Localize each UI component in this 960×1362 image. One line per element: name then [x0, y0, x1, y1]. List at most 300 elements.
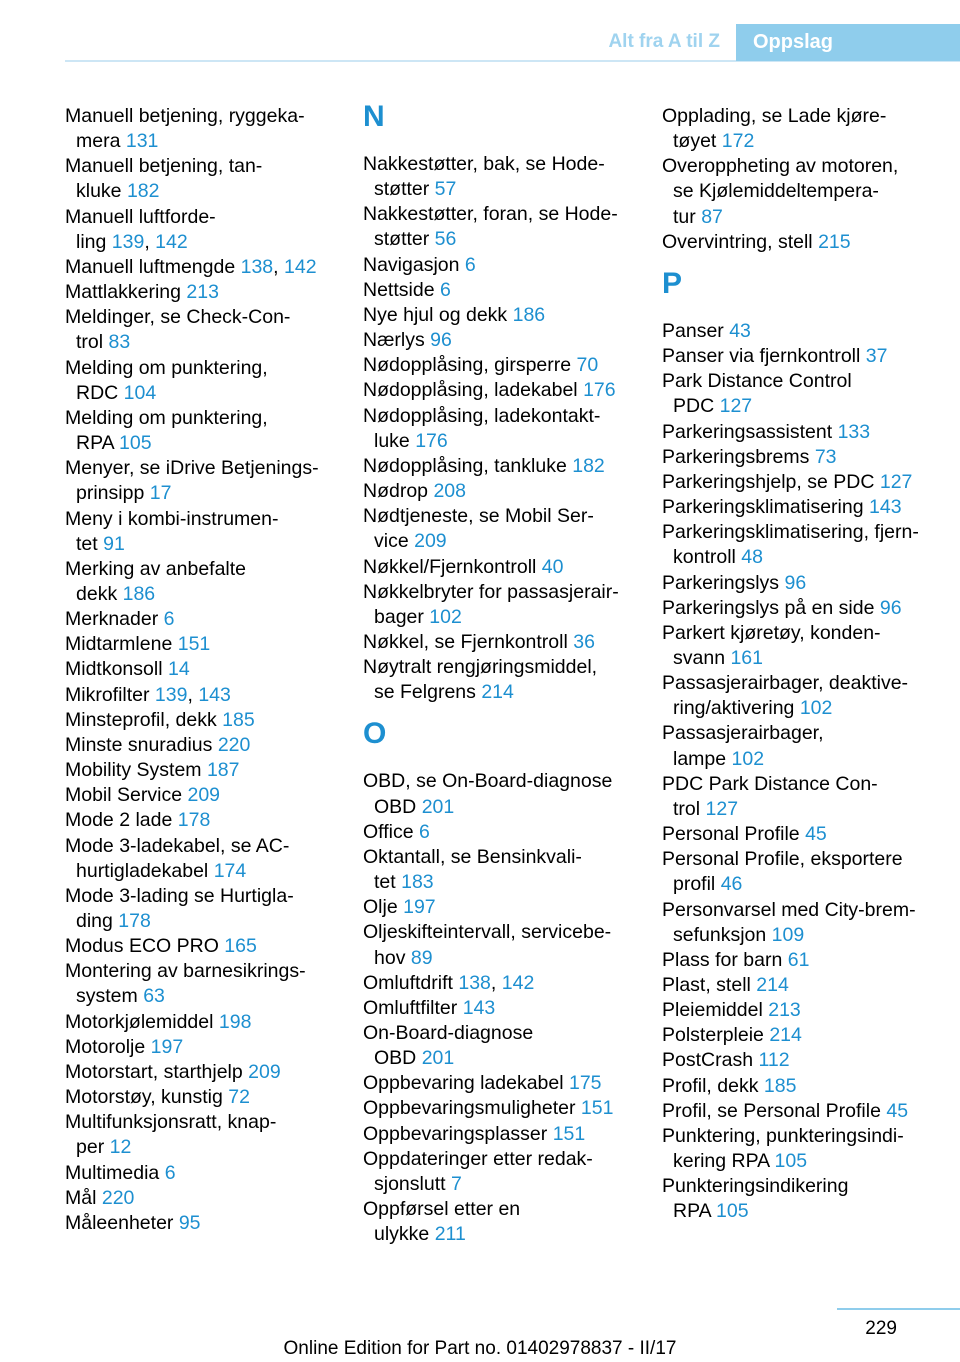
entry-text: tet: [374, 871, 402, 894]
page-link[interactable]: 143: [462, 996, 496, 1019]
page-link[interactable]: 178: [177, 809, 211, 832]
page-link[interactable]: 95: [178, 1211, 201, 1234]
index-entry: [662, 470, 960, 495]
page-link[interactable]: 142: [155, 230, 188, 253]
index-entry: [363, 278, 638, 303]
entry-text: Mikrofilter: [65, 683, 155, 706]
entry-text: On-Board-diagnose: [363, 1022, 534, 1044]
index-entry: [363, 404, 638, 454]
index-entry: [662, 230, 960, 255]
letter-heading: P: [662, 266, 683, 300]
page-link[interactable]: 109: [771, 923, 805, 946]
page-link[interactable]: 6: [164, 1161, 176, 1184]
entry-text: Oppbevaringsmuligheter: [363, 1097, 581, 1120]
letter-heading: N: [363, 100, 385, 133]
index-entry: [65, 758, 340, 783]
index-entry: [363, 202, 638, 252]
entry-text: OBD, se On-Board-diagnose: [363, 770, 613, 793]
index-entry: [65, 884, 340, 934]
entry-text: Punktering, punkteringsindi-: [662, 1124, 904, 1147]
entry-text: Multifunksjonsratt, knap-: [65, 1111, 277, 1134]
index-entry: [363, 253, 638, 278]
page-link[interactable]: 36: [573, 630, 595, 653]
index-entry: [65, 834, 340, 884]
page-link[interactable]: 175: [568, 1072, 602, 1095]
index-entry: [65, 1186, 340, 1211]
entry-text: Minsteprofil, dekk: [65, 708, 223, 731]
entry-text: Nærlys: [363, 329, 431, 352]
entry-text: Parkeringsklimatisering: [662, 496, 869, 519]
entry-text: Park Distance Control: [662, 370, 852, 393]
index-entry: [662, 898, 960, 948]
page-link[interactable]: 186: [512, 303, 546, 326]
entry-text: Meldinger, se Check-Con-: [65, 306, 291, 329]
entry-text: Mode 2 lade: [65, 809, 178, 832]
page-link[interactable]: 143: [869, 496, 902, 519]
index-entry: [363, 1147, 638, 1197]
page-link[interactable]: 6: [163, 608, 175, 631]
page-link[interactable]: 131: [125, 130, 159, 153]
entry-text: Nødopplåsing, ladekabel: [363, 379, 584, 402]
entry-text: Nødopplåsing, girsperre: [363, 354, 577, 377]
entry-text: kering RPA: [673, 1150, 775, 1173]
page-link[interactable]: 182: [572, 454, 605, 477]
entry-text: Nettside: [363, 278, 440, 301]
entry-text: Oljeskifteintervall, servicebe-: [363, 921, 612, 944]
index-entry: [65, 959, 340, 1009]
index-entry: [662, 154, 960, 229]
page-link[interactable]: 209: [414, 530, 447, 553]
page-link[interactable]: 208: [433, 480, 466, 503]
entry-text: Oppdateringer etter redak-: [363, 1147, 593, 1170]
index-entry: [363, 996, 638, 1021]
index-entry: [363, 769, 638, 819]
page-link[interactable]: 105: [119, 432, 152, 455]
entry-text: mera: [76, 130, 126, 153]
entry-text: Nye hjul og dekk: [363, 303, 513, 326]
index-entry: [662, 520, 960, 570]
index-entry: [65, 934, 340, 959]
page-link[interactable]: 45: [805, 823, 827, 846]
page-link[interactable]: 178: [118, 910, 151, 932]
entry-text: Manuell luftmengde: [65, 255, 241, 278]
page-link[interactable]: 151: [580, 1097, 614, 1120]
entry-text: Mål: [65, 1186, 102, 1209]
page-link[interactable]: 214: [481, 681, 514, 704]
index-entry: [65, 1060, 340, 1085]
page-link[interactable]: 214: [756, 974, 789, 996]
page-link[interactable]: 127: [879, 470, 913, 493]
index-entry: [363, 378, 638, 403]
index-entry: [65, 557, 340, 607]
index-entry: [662, 571, 960, 596]
index-entry: [662, 596, 960, 621]
index-entry: [65, 607, 340, 632]
page-link[interactable]: 56: [434, 228, 457, 251]
entry-text: Motorstøy, kunstig: [65, 1086, 229, 1109]
page-link[interactable]: 142: [284, 255, 317, 278]
page-link[interactable]: 213: [186, 281, 219, 304]
entry-text: Plass for barn: [662, 948, 788, 971]
index-entry: [662, 369, 960, 419]
entry-text: kontroll: [673, 546, 742, 569]
index-entry: [662, 621, 960, 671]
entry-text: Mattlakkering: [65, 281, 187, 304]
entry-text: Parkeringsklimatisering, fjern-: [662, 521, 919, 544]
entry-text: Overvintring, stell: [662, 230, 819, 253]
page-link[interactable]: 201: [421, 795, 455, 818]
index-entry: [662, 1099, 960, 1124]
index-entry: [65, 255, 340, 280]
index-entry: [363, 920, 638, 970]
index-column-2: [363, 100, 638, 1247]
index-entry: [662, 495, 960, 520]
page-link[interactable]: 138: [240, 255, 274, 278]
index-entry: [662, 772, 960, 822]
index-entry: [363, 303, 638, 328]
entry-text: dekk: [76, 582, 123, 605]
page-link[interactable]: 48: [741, 546, 763, 569]
entry-text: RDC: [76, 381, 124, 404]
entry-text: Multimedia: [65, 1161, 165, 1184]
page-link[interactable]: 213: [768, 999, 801, 1022]
page-link[interactable]: 6: [419, 820, 430, 843]
index-entry: [662, 1124, 960, 1174]
entry-text: Panser: [662, 319, 730, 342]
index-entry: [65, 356, 340, 406]
page-link[interactable]: 73: [814, 445, 837, 468]
entry-text: støtter: [374, 228, 435, 251]
index-entry: [662, 1048, 960, 1073]
page-link[interactable]: 63: [143, 985, 165, 1008]
entry-text: Mobility System: [65, 759, 207, 782]
page-link[interactable]: 7: [450, 1172, 462, 1195]
page-link[interactable]: 139: [154, 683, 188, 706]
index-entry: [65, 1010, 340, 1035]
page-link[interactable]: 127: [705, 797, 739, 820]
entry-text: OBD: [374, 1047, 422, 1070]
page-link[interactable]: 6: [464, 253, 476, 276]
index-entry: [65, 1161, 340, 1186]
page-link[interactable]: 14: [167, 658, 190, 681]
entry-text: Oppbevaringsplasser: [363, 1122, 553, 1145]
letter-heading: O: [363, 717, 387, 751]
index-entry: [363, 555, 638, 580]
page-link[interactable]: 102: [731, 747, 765, 770]
page-separator: ,: [490, 971, 502, 994]
entry-text: Manuell betjening, ryggeka-: [65, 105, 305, 127]
index-entry: [65, 783, 340, 808]
entry-text: profil: [673, 873, 721, 896]
index-entry: [662, 1074, 960, 1099]
page-link[interactable]: 187: [206, 759, 240, 782]
entry-text: Midtarmlene: [65, 633, 178, 656]
index-entry: [662, 1023, 960, 1048]
index-entry: [662, 847, 960, 897]
page-number: 229: [865, 1318, 897, 1339]
index-entry: [65, 808, 340, 833]
index-column-3: [662, 104, 960, 1225]
page-separator: ,: [187, 683, 199, 706]
entry-text: trol: [673, 797, 706, 820]
entry-text: RPA: [76, 432, 119, 455]
page-link[interactable]: 96: [879, 596, 902, 619]
index-column-1: [65, 104, 340, 1236]
entry-text: sjonslutt: [374, 1172, 451, 1195]
entry-text: Panser via fjernkontroll: [662, 345, 866, 368]
entry-text: Nødtjeneste, se Mobil Ser-: [363, 505, 594, 528]
index-entry: [65, 733, 340, 758]
entry-text: Meny i kombi-instrumen-: [65, 507, 279, 530]
entry-text: Plast, stell: [662, 974, 757, 996]
entry-text: OBD: [374, 795, 422, 818]
entry-text: svann: [673, 646, 731, 669]
page-link[interactable]: 45: [886, 1099, 909, 1122]
entry-text: Midtkonsoll: [65, 658, 168, 681]
index-entry: [363, 1071, 638, 1096]
entry-text: Pleiemiddel: [662, 999, 769, 1022]
page-link[interactable]: 89: [410, 946, 433, 969]
page-link[interactable]: 209: [248, 1060, 281, 1083]
index-entry: [363, 1096, 638, 1121]
entry-text: luke: [374, 429, 416, 452]
index-entry: [662, 948, 960, 973]
page-link[interactable]: 57: [434, 178, 457, 201]
page-link[interactable]: 102: [799, 697, 833, 720]
page-link[interactable]: 37: [865, 345, 888, 368]
entry-text: Nakkestøtter, bak, se Hode-: [363, 153, 605, 175]
page-link[interactable]: 87: [701, 205, 723, 228]
entry-text: prinsipp: [76, 482, 150, 505]
entry-text: Merking av anbefalte: [65, 557, 247, 580]
page-link[interactable]: 102: [429, 605, 462, 628]
index-entry: [662, 104, 960, 154]
page-link[interactable]: 198: [218, 1010, 252, 1033]
page-link[interactable]: 151: [552, 1122, 586, 1145]
index-entry: [65, 1110, 340, 1160]
index-entry: [65, 657, 340, 682]
entry-text: Omluftfilter: [363, 996, 463, 1019]
entry-text: RPA: [673, 1200, 716, 1223]
index-entry: [662, 319, 960, 344]
index-entry: [65, 205, 340, 255]
page-link[interactable]: 96: [784, 571, 807, 594]
page-link[interactable]: 138: [458, 971, 491, 994]
index-entry: [363, 895, 638, 920]
index-entry: [363, 845, 638, 895]
page-link[interactable]: 201: [421, 1047, 455, 1070]
entry-text: Nøytralt rengjøringsmiddel,: [363, 656, 598, 679]
index-entry: [363, 454, 638, 479]
page-link[interactable]: 220: [217, 733, 251, 756]
index-entry: [65, 280, 340, 305]
index-entry: [65, 1035, 340, 1060]
page-link[interactable]: 12: [109, 1136, 132, 1159]
index-entry: [65, 104, 340, 154]
entry-text: Menyer, se iDrive Betjenings-: [65, 457, 319, 480]
entry-text: Montering av barnesikrings-: [65, 960, 306, 983]
entry-text: Parkeringslys på en side: [662, 596, 880, 619]
entry-text: tøyet: [673, 130, 722, 153]
entry-text: hov: [374, 946, 411, 969]
index-entry: [65, 632, 340, 657]
index-entry: [65, 1085, 340, 1110]
entry-text: Parkert kjøretøy, konden-: [662, 621, 881, 644]
entry-text: Manuell betjening, tan-: [65, 155, 263, 178]
entry-text: PostCrash: [662, 1049, 759, 1072]
entry-text: Mobil Service: [65, 784, 188, 807]
page-link[interactable]: 96: [430, 329, 452, 352]
page-link[interactable]: 215: [818, 230, 851, 253]
index-entry: [662, 420, 960, 445]
entry-text: Nøkkel/Fjernkontroll: [363, 555, 542, 578]
entry-text: Oktantall, se Bensinkvali-: [363, 845, 582, 868]
page-link[interactable]: 43: [729, 319, 751, 342]
index-entry: [363, 820, 638, 845]
page-link[interactable]: 176: [415, 429, 448, 452]
index-entry: [65, 708, 340, 733]
page-link[interactable]: 105: [716, 1200, 749, 1223]
entry-text: tet: [76, 532, 104, 555]
entry-text: Nakkestøtter, foran, se Hode-: [363, 203, 618, 226]
entry-text: Oppbevaring ladekabel: [363, 1072, 569, 1095]
entry-text: Office: [363, 820, 419, 843]
page-separator: ,: [273, 255, 284, 278]
entry-text: støtter: [374, 178, 435, 201]
page-link[interactable]: 133: [837, 420, 871, 443]
entry-text: per: [76, 1136, 110, 1159]
entry-text: Personvarsel med City-brem-: [662, 898, 916, 921]
page-link[interactable]: 185: [763, 1074, 797, 1097]
entry-text: Parkeringsbrems: [662, 445, 815, 468]
page-link[interactable]: 17: [149, 482, 172, 505]
entry-text: Opplading, se Lade kjøre-: [662, 105, 887, 127]
page-link[interactable]: 182: [126, 180, 160, 203]
index-entry: [662, 998, 960, 1023]
index-entry: [65, 154, 340, 204]
page-link[interactable]: 209: [187, 784, 221, 807]
page-link[interactable]: 186: [122, 582, 156, 605]
page-link[interactable]: 165: [224, 935, 257, 958]
entry-text: Personal Profile, eksportere: [662, 848, 903, 871]
page-link[interactable]: 104: [123, 381, 157, 404]
entry-text: Parkeringsassistent: [662, 420, 838, 443]
index-entry: [65, 406, 340, 456]
entry-text: ring/aktivering: [673, 697, 800, 720]
index-entry: [363, 504, 638, 554]
entry-text: sefunksjon: [673, 923, 772, 946]
entry-text: Nødrop: [363, 480, 434, 503]
page-link[interactable]: 151: [177, 633, 211, 656]
page-link[interactable]: 197: [403, 896, 436, 919]
page-link[interactable]: 112: [758, 1049, 790, 1072]
index-entry: [363, 1021, 638, 1071]
page-link[interactable]: 143: [198, 683, 231, 706]
index-entry: [363, 655, 638, 705]
index-entry: [363, 353, 638, 378]
entry-text: Passasjerairbager,: [662, 722, 824, 745]
index-entry: [363, 580, 638, 630]
page-link[interactable]: 40: [541, 555, 564, 578]
entry-text: se Kjølemiddeltempera-: [673, 180, 879, 203]
entry-text: kluke: [76, 180, 127, 203]
page-link[interactable]: 105: [774, 1150, 808, 1173]
page-link[interactable]: 161: [730, 646, 763, 669]
edition-footer: Online Edition for Part no. 01402978837 - II/17: [283, 1338, 677, 1359]
page-link[interactable]: 46: [720, 873, 743, 896]
page-link[interactable]: 70: [576, 354, 599, 377]
page-link[interactable]: 214: [769, 1024, 802, 1047]
entry-text: Måleenheter: [65, 1211, 179, 1234]
page-link[interactable]: 6: [439, 278, 451, 301]
entry-text: hurtigladekabel: [76, 859, 214, 882]
entry-text: vice: [374, 530, 415, 553]
entry-text: PDC Park Distance Con-: [662, 772, 878, 795]
index-entry: [363, 971, 638, 996]
index-entry: [65, 683, 340, 708]
page-link[interactable]: 172: [721, 130, 755, 153]
entry-text: Nødopplåsing, tankluke: [363, 454, 573, 477]
page-link[interactable]: 220: [101, 1186, 135, 1209]
entry-text: Mode 3-ladekabel, se AC-: [65, 834, 290, 857]
page-link[interactable]: 91: [103, 532, 125, 555]
index-entry: [363, 1197, 638, 1247]
index-entry: [363, 630, 638, 655]
entry-text: system: [76, 985, 144, 1008]
page-separator: ,: [144, 230, 156, 253]
page-link[interactable]: 185: [222, 708, 255, 731]
page-link[interactable]: 139: [111, 230, 145, 253]
entry-text: ling: [76, 230, 112, 253]
entry-text: Profil, se Personal Profile: [662, 1099, 887, 1122]
entry-text: Polsterpleie: [662, 1024, 770, 1047]
entry-text: tur: [673, 205, 702, 228]
entry-text: Overoppheting av motoren,: [662, 155, 899, 178]
entry-text: Olje: [363, 896, 404, 919]
entry-text: Parkeringslys: [662, 571, 785, 594]
entry-text: Punkteringsindikering: [662, 1175, 849, 1198]
index-entry: [363, 479, 638, 504]
index-entry: [662, 822, 960, 847]
index-entry: [662, 973, 960, 998]
section-title: Alt fra A til Z: [608, 31, 720, 52]
entry-text: Motorkjølemiddel: [65, 1010, 219, 1033]
page-link[interactable]: 174: [213, 859, 247, 882]
page-link[interactable]: 211: [434, 1223, 466, 1246]
page-link[interactable]: 197: [150, 1035, 184, 1058]
page-link[interactable]: 72: [228, 1086, 250, 1109]
index-entry: [65, 1211, 340, 1236]
entry-text: Mode 3-lading se Hurtigla-: [65, 884, 294, 907]
page-link[interactable]: 61: [787, 948, 810, 971]
entry-text: Melding om punktering,: [65, 406, 268, 429]
page-link[interactable]: 127: [719, 395, 753, 418]
footer-rule: [837, 1308, 960, 1310]
page-link[interactable]: 142: [501, 971, 535, 994]
entry-text: Omluftdrift: [363, 971, 459, 994]
entry-text: Manuell luftforde-: [65, 205, 216, 228]
page-link[interactable]: 183: [401, 871, 434, 894]
entry-text: se Felgrens: [374, 681, 482, 704]
entry-text: ulykke: [374, 1223, 435, 1246]
entry-text: Oppførsel etter en: [363, 1198, 521, 1221]
chapter-tab: Oppslag: [736, 24, 960, 61]
entry-text: lampe: [673, 747, 732, 770]
entry-text: ding: [76, 910, 119, 932]
page-link[interactable]: 176: [583, 379, 616, 402]
entry-text: PDC: [673, 395, 720, 418]
page-link[interactable]: 83: [108, 331, 131, 354]
